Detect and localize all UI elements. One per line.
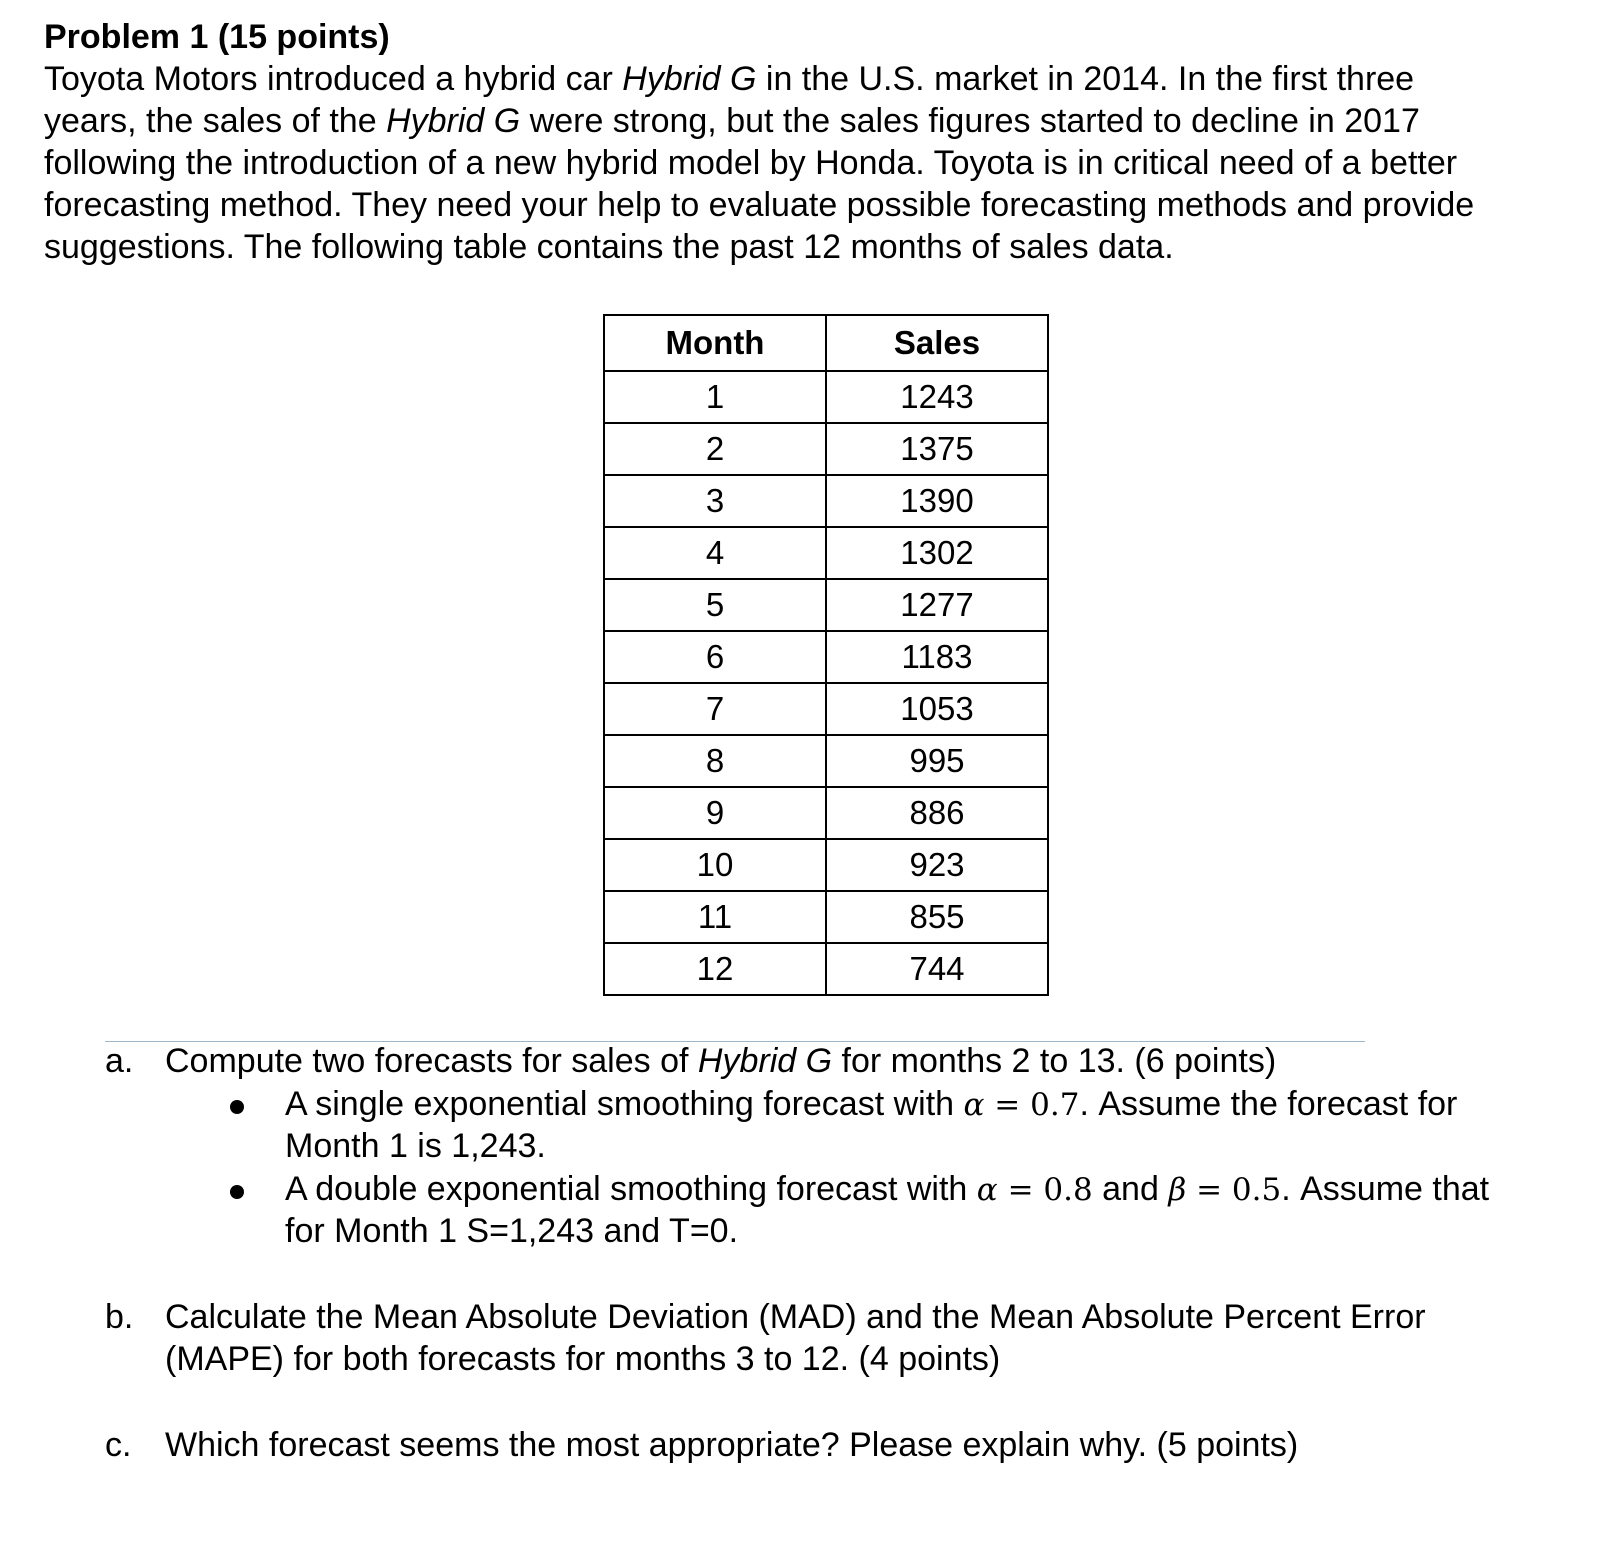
month-cell: 1: [604, 371, 826, 423]
sales-cell: 1390: [826, 475, 1048, 527]
question-marker: c.: [105, 1426, 132, 1464]
sales-cell: 995: [826, 735, 1048, 787]
month-cell: 10: [604, 839, 826, 891]
month-cell: 4: [604, 527, 826, 579]
table-row: [604, 683, 1048, 735]
month-cell: 3: [604, 475, 826, 527]
sales-cell: 1277: [826, 579, 1048, 631]
table-row: [604, 735, 1048, 787]
bullet-text: A double exponential smoothing forecast with α = 0.8 and β = 0.5. Assume that: [285, 1170, 1490, 1208]
sales-cell: 855: [826, 891, 1048, 943]
month-cell: 7: [604, 683, 826, 735]
bullet-text: Month 1 is 1,243.: [285, 1127, 546, 1165]
sales-cell: 923: [826, 839, 1048, 891]
intro-line: suggestions. The following table contains the past 12 months of sales data.: [44, 228, 1174, 266]
column-header-month: Month: [604, 315, 826, 371]
month-cell: 11: [604, 891, 826, 943]
intro-line: Toyota Motors introduced a hybrid car Hybrid G in the U.S. market in 2014. In the first three: [44, 60, 1415, 98]
column-header-sales: Sales: [826, 315, 1048, 371]
question-text: Calculate the Mean Absolute Deviation (MAD) and the Mean Absolute Percent Error: [165, 1298, 1426, 1336]
bullet-text: A single exponential smoothing forecast with α = 0.7. Assume the forecast for: [285, 1085, 1458, 1123]
question-text: (MAPE) for both forecasts for months 3 to 12. (4 points): [165, 1340, 1001, 1378]
sales-cell: 886: [826, 787, 1048, 839]
sales-cell: 1243: [826, 371, 1048, 423]
problem-intro: [44, 58, 1604, 268]
sales-table: [603, 314, 1049, 996]
bullet-icon: [230, 1185, 244, 1199]
table-row: [604, 943, 1048, 995]
month-cell: 6: [604, 631, 826, 683]
table-header-row: [604, 315, 1048, 371]
sales-cell: 1183: [826, 631, 1048, 683]
question-marker: a.: [105, 1042, 134, 1080]
table-row: [604, 579, 1048, 631]
table-row: [604, 787, 1048, 839]
month-cell: 12: [604, 943, 826, 995]
table-row: [604, 891, 1048, 943]
table-row: [604, 839, 1048, 891]
table-row: [604, 423, 1048, 475]
question-text: Which forecast seems the most appropriate? Please explain why. (5 points): [165, 1426, 1299, 1464]
table-row: [604, 475, 1048, 527]
sales-cell: 1053: [826, 683, 1048, 735]
table-row: [604, 527, 1048, 579]
sales-cell: 744: [826, 943, 1048, 995]
sales-cell: 1302: [826, 527, 1048, 579]
question-marker: b.: [105, 1298, 134, 1336]
table-row: [604, 371, 1048, 423]
month-cell: 5: [604, 579, 826, 631]
month-cell: 2: [604, 423, 826, 475]
month-cell: 9: [604, 787, 826, 839]
intro-line: years, the sales of the Hybrid G were strong, but the sales figures started to decline in 2017: [44, 102, 1420, 140]
sales-cell: 1375: [826, 423, 1048, 475]
table-row: [604, 631, 1048, 683]
question-text: Compute two forecasts for sales of Hybrid G for months 2 to 13. (6 points): [165, 1042, 1277, 1080]
intro-line: following the introduction of a new hybrid model by Honda. Toyota is in critical need of a better: [44, 144, 1458, 182]
problem-title: Problem 1 (15 points): [44, 18, 390, 56]
intro-line: forecasting method. They need your help to evaluate possible forecasting methods and provide: [44, 186, 1475, 224]
bullet-text: for Month 1 S=1,243 and T=0.: [285, 1212, 739, 1250]
month-cell: 8: [604, 735, 826, 787]
bullet-icon: [230, 1100, 244, 1114]
